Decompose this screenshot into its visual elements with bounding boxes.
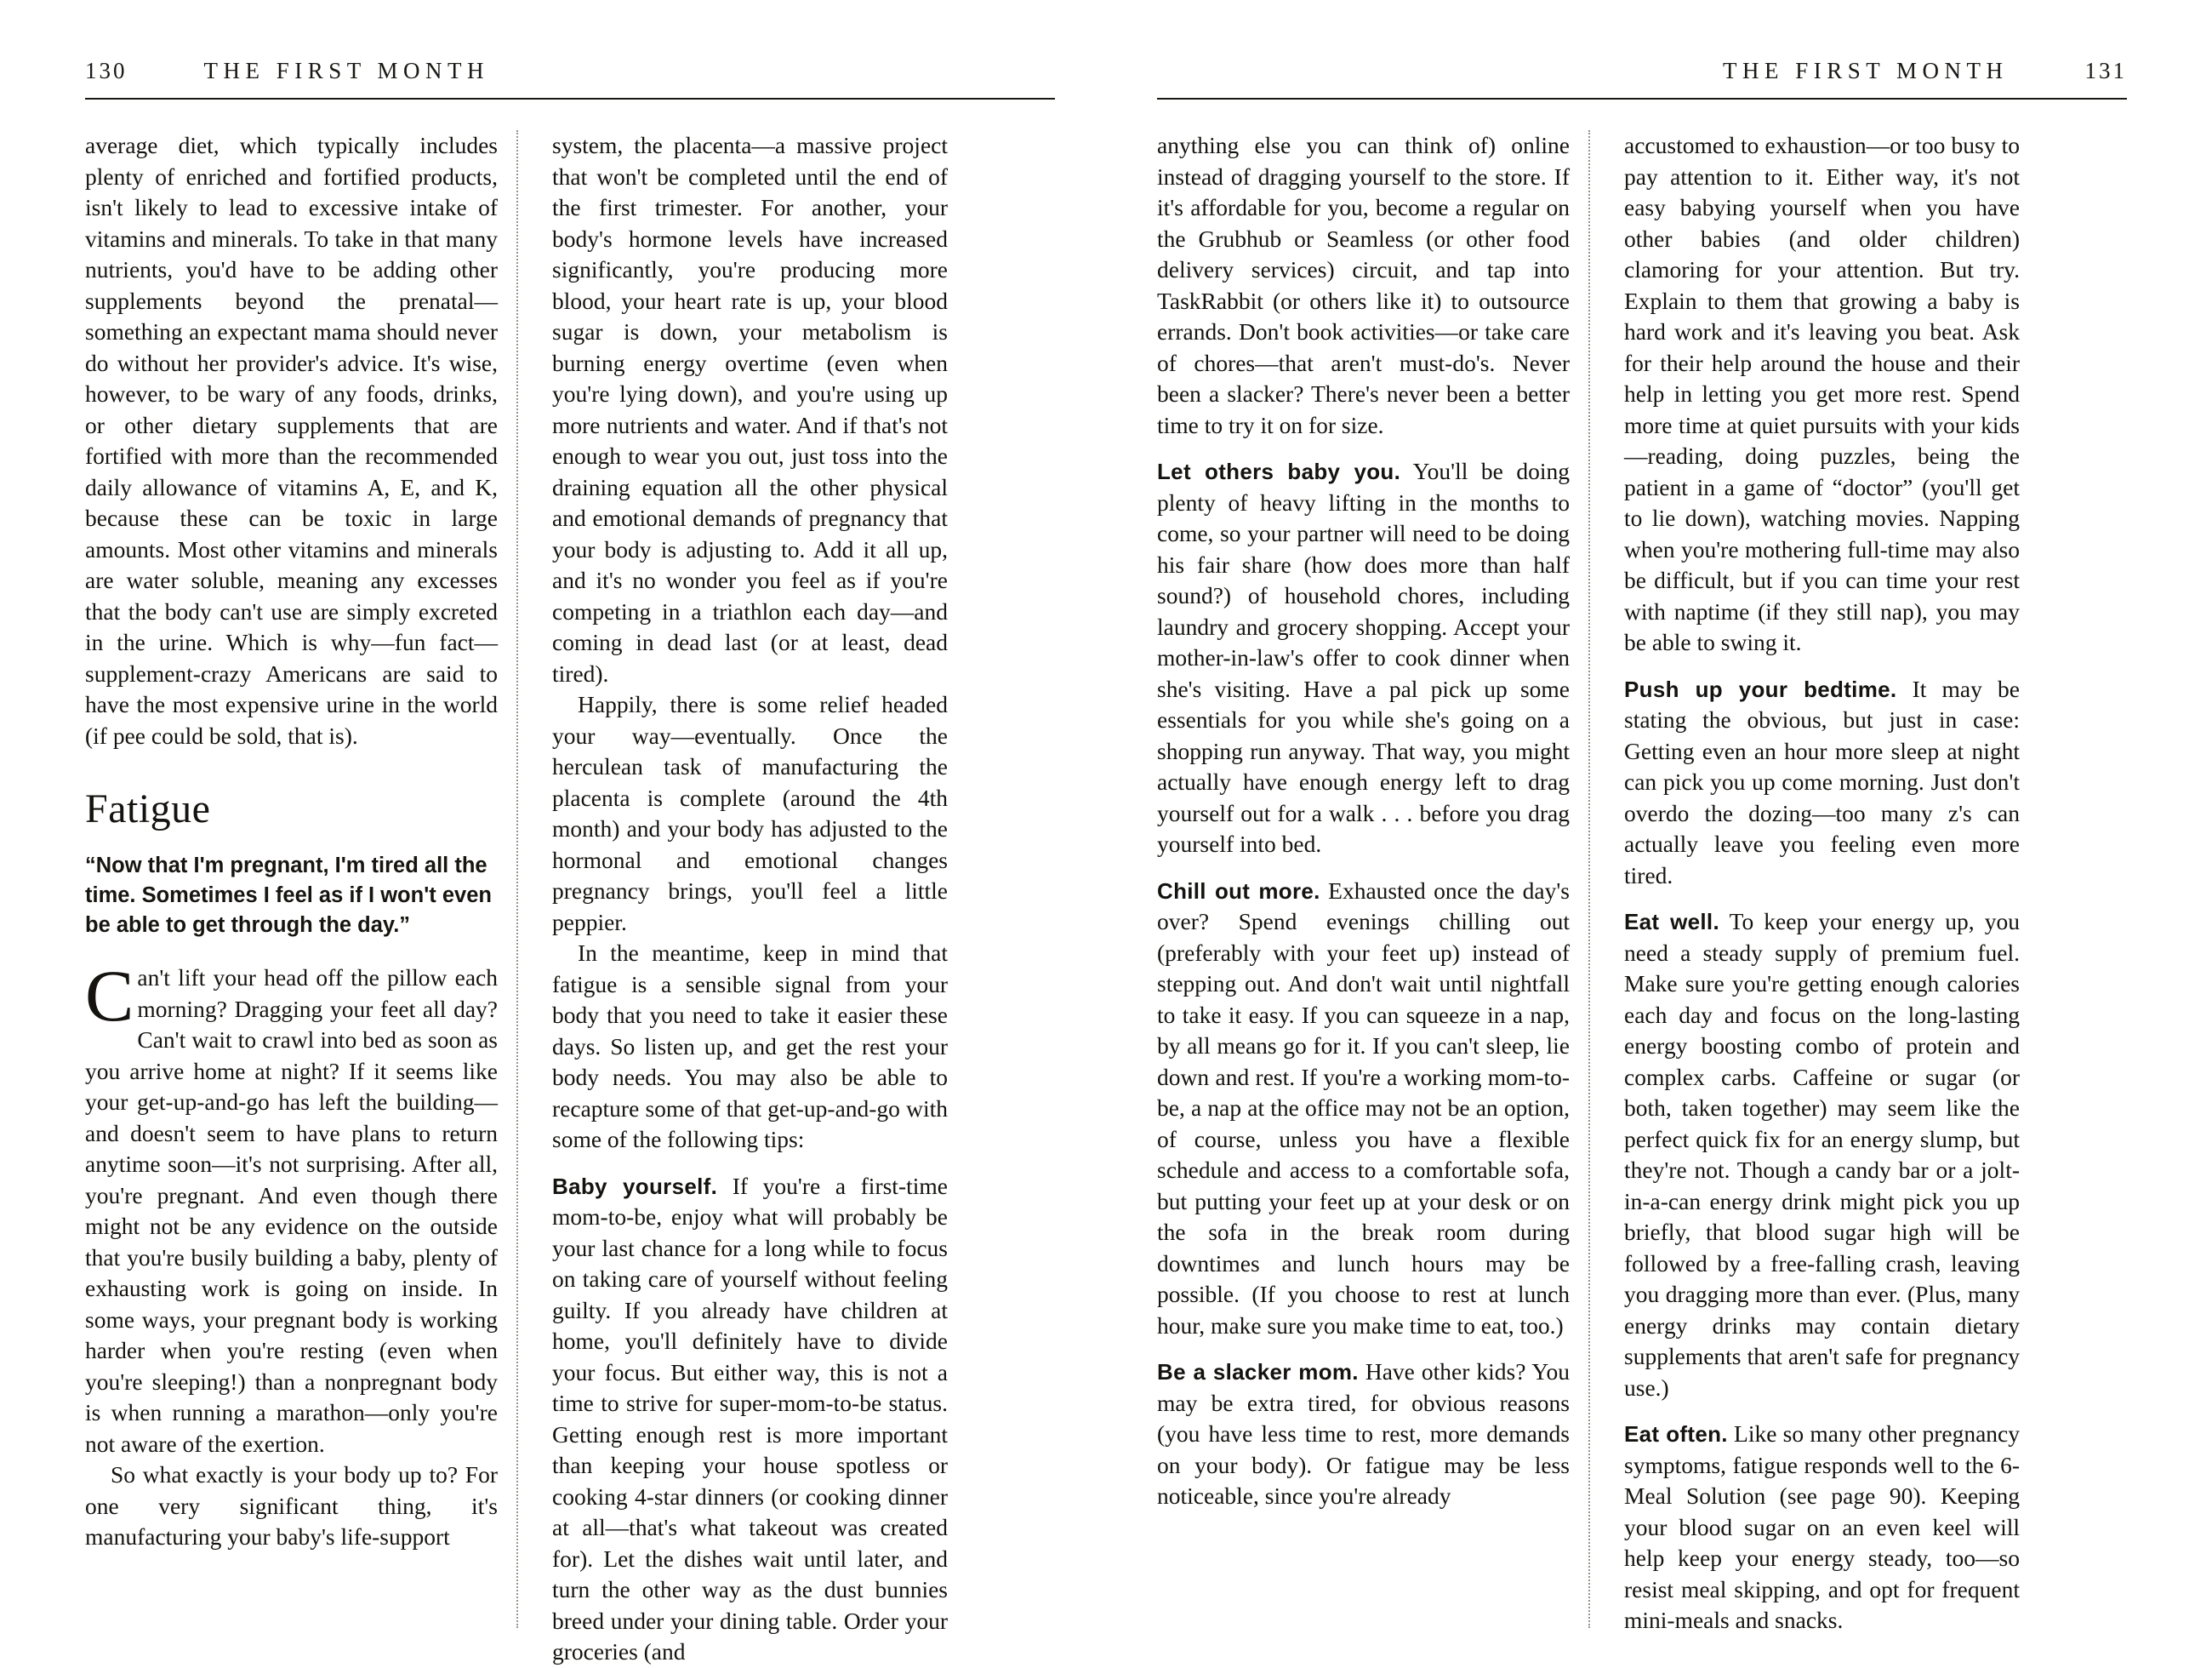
- tip-label: Be a slacker mom.: [1157, 1359, 1359, 1385]
- tip-paragraph: [1157, 876, 1570, 1342]
- right-page-column-2: [1588, 130, 2020, 1633]
- paragraph: system, the placenta—a massive project that won't be completed until the end of the first trimester. For another, your body's hormone levels have increased significantly, you're producing more blood, your heart rate is up, your blood sugar is down, your metabolism is burning energy overtime (even when you're lying down), and you're using up more nutrients and water. And if that's not enough to wear you out, just toss into the draining equation all the other physical and emotional demands of pregnancy that your body is adjusting to. Add it all up, and it's no wonder you feel as if you're competing in a triathlon each day—and coming in dead last (or at least, dead tired).: [552, 132, 948, 687]
- running-head-title-left: THE FIRST MONTH: [203, 58, 490, 83]
- paragraph: average diet, which typically includes plenty of enriched and fortified products, isn't likely to lead to excessive intake of vitamins and minerals. To take in that many nutrients, you'd have to be adding other supplements beyond the prenatal—something an expectant mama should never do without her provider's advice. It's wise, however, to be wary of any foods, drinks, or other dietary supplements that are fortified with more than the recommended daily allowance of vitamins A, E, and K, because these can be toxic in large amounts. Most other vitamins and minerals are water soluble, meaning any excesses that the body can't use are simply excreted in the urine. Which is why—fun fact—supplement-crazy Americans are said to have the most expensive urine in the world (if pee could be sold, that is).: [85, 132, 498, 749]
- paragraph: So what exactly is your body up to? For one very significant thing, it's manufacturing your baby's life-support: [85, 1461, 498, 1550]
- left-page-column-1: [85, 130, 516, 1628]
- drop-cap: C: [85, 955, 134, 1037]
- running-head-title-right: THE FIRST MONTH: [1722, 58, 2009, 83]
- tip-label: Eat well.: [1624, 909, 1719, 934]
- header-rule-right: [1157, 98, 2127, 100]
- page-right: [1106, 0, 2212, 1659]
- tip-label: Chill out more.: [1157, 877, 1320, 904]
- tip-paragraph: [552, 1171, 948, 1668]
- paragraph-text: an't lift your head off the pillow each morning? Dragging your feet all day? Can't wait to crawl into bed as soon as you arrive home at night? If it seems like your get-up-and-go has left the building—and doesn't seem to have plans to return anytime soon—it's not surprising. After all, you're pregnant. And even though there might not be any evidence on the outside that you're busily building a baby, plenty of exhausting work is going on inside. In some ways, your pregnant body is working harder when you're resting (even when you're sleeping!) than a nonpregnant body is when running a marathon—only you're not aware of the exertion.: [85, 964, 498, 1457]
- tip-text: To keep your energy up, you need a steady supply of premium fuel. Make sure you're getting enough calories each day and focus on the long-lasting energy boosting combo of protein and complex carbs. Caffeine or sugar (or both, taken together) may seem like the perfect quick fix for an energy slump, but they're not. Though a candy bar or a jolt-in-a-can energy drink might pick you up briefly, that blood sugar high will be followed by a free-falling crash, leaving you dragging more than ever. (Plus, many energy drinks may contain dietary supplements that aren't safe for pregnancy use.): [1624, 908, 2020, 1401]
- tip-text: Like so many other pregnancy symptoms, fatigue responds well to the 6-Meal Solution (see page 90). Keeping your blood sugar on an even keel will help keep your energy steady, too—so resist meal skipping, and opt for frequent mini-meals and snacks.: [1624, 1420, 2020, 1633]
- columns-right: [1157, 130, 2127, 1633]
- running-head-right: [1157, 0, 2127, 98]
- paragraph: In the meantime, keep in mind that fatigue is a sensible signal from your body that you need to take it easier these days. So listen up, and get the rest your body needs. You may also be able to recapture some of that get-up-and-go with some of the following tips:: [552, 940, 948, 1152]
- section-heading-fatigue: Fatigue: [85, 786, 211, 831]
- tip-paragraph: [1624, 674, 2020, 892]
- tip-text: If you're a first-time mom-to-be, enjoy what will probably be your last chance for a long while to focus on taking care of yourself without feeling guilty. If you already have children at home, you'll definitely have to divide your focus. But either way, this is not a time to strive for super-mom-to-be status. Getting enough rest is more important than keeping your house spotless or cooking 4-star dinners (or cooking dinner at all—that's what takeout was created for). Let the dishes wait until later, and turn the other way as the dust bunnies breed under your dining table. Order your groceries (and: [552, 1172, 948, 1665]
- left-page-column-2: [516, 130, 948, 1665]
- tip-paragraph: [1157, 456, 1570, 860]
- tip-label: Push up your bedtime.: [1624, 676, 1897, 702]
- paragraph: accustomed to exhaustion—or too busy to pay attention to it. Either way, it's not easy babying yourself when you have other babies (and older children) clamoring for your attention. But try. Explain to them that growing a baby is hard work and it's leaving you beat. Ask for their help around the house and their help in letting you get more rest. Spend more time at quiet pursuits with your kids—reading, doing puzzles, being the patient in a game of “doctor” (you'll get to lie down), watching movies. Napping when you're mothering full-time may also be difficult, but if you can time your rest with naptime (if they still nap), you may be able to swing it.: [1624, 132, 2020, 655]
- tip-text: You'll be doing plenty of heavy lifting in the months to come, so your partner will need to be doing his fair share (how does more than half sound?) of household chores, including laundry and grocery shopping. Accept your mother-in-law's offer to cook dinner when she's visiting. Have a pal pick up some essentials for you while she's going on a shopping run anyway. That way, you might actually have enough energy left to drag yourself out for a walk . . . before you drag yourself into bed.: [1157, 458, 1570, 857]
- tip-text: Exhausted once the day's over? Spend evenings chilling out (preferably with your feet up) instead of stepping out. And don't wait until nightfall to take it easy. If you can squeeze in a nap, by all means go for it. If you can't sleep, lie down and rest. If you're a working mom-to-be, a nap at the office may not be an option, of course, unless you have a flexible schedule and access to a comfortable sofa, but putting your feet up at your desk or on the sofa in the break room during downtimes and lunch hours may be possible. (If you choose to rest at lunch hour, make sure you make time to eat, too.): [1157, 877, 1570, 1339]
- tip-label: Let others baby you.: [1157, 459, 1401, 484]
- header-rule-left: [85, 98, 1055, 100]
- tip-text: Have other kids? You may be extra tired, for obvious reasons (you have less time to rest, more demands on your body). Or fatigue may be less noticeable, since you're already: [1157, 1358, 1570, 1509]
- paragraph-with-dropcap: [85, 955, 498, 1460]
- tip-label: Baby yourself.: [552, 1173, 718, 1199]
- tip-paragraph: [1624, 906, 2020, 1403]
- columns-left: [85, 130, 1055, 1665]
- page-number-left: 130: [85, 58, 128, 83]
- paragraph: Happily, there is some relief headed your way—eventually. Once the herculean task of manufacturing the placenta is complete (around the 4th month) and your body has adjusted to the hormonal and emotional changes pregnancy brings, you'll feel a little peppier.: [552, 691, 948, 935]
- pull-quote: “Now that I'm pregnant, I'm tired all the time. Sometimes I feel as if I won't even be able to get through the day.”: [85, 854, 492, 937]
- paragraph: anything else you can think of) online instead of dragging yourself to the store. If it's affordable for you, become a regular on the Grubhub or Seamless (or other food delivery services) circuit, and tap into TaskRabbit (or others like it) to outsource errands. Don't book activities—or take care of chores—that aren't must-do's. Never been a slacker? There's never been a better time to try it on for size.: [1157, 132, 1570, 438]
- tip-text: It may be stating the obvious, but just in case: Getting even an hour more sleep at night can pick you up come morning. Just don't overdo the dozing—too many z's can actually leave you feeling even more tired.: [1624, 675, 2020, 888]
- tip-paragraph: [1157, 1357, 1570, 1512]
- tip-paragraph: [1624, 1419, 2020, 1637]
- right-page-column-1: [1157, 130, 1588, 1628]
- tip-label: Eat often.: [1624, 1421, 1728, 1447]
- page-left: [0, 0, 1106, 1665]
- page-number-right: 131: [2084, 58, 2127, 83]
- running-head-left: [85, 0, 1055, 98]
